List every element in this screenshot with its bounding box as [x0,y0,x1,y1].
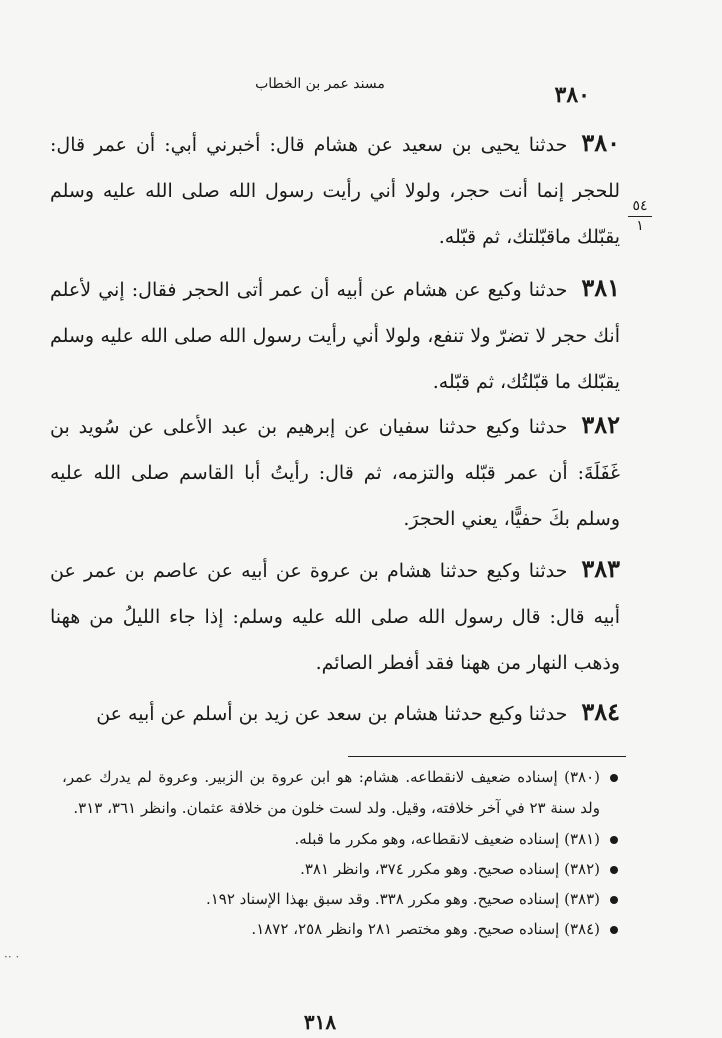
margin-note-bottom: ١ [636,218,644,234]
footnote-text: (٣٨٣) إسناده صحيح. وهو مكرر ٣٣٨. وقد سبق بهذا الإسناد ١٩٢. [205,890,600,908]
hadith-text: حدثنا وكيع حدثنا سفيان عن إبرهيم بن عبد الأعلى عن سُويد بن غَفَلَةَ: أن عمر قبّله والتزمه، ثم قال: رأيتُ أبا القاسم صلى الله عليه وسلم بكَ حفيًّا، يعني الحجرَ. [50,416,620,530]
margin-volume-note [628,198,652,235]
footnotes [62,762,618,944]
edge-scan-mark: ·· · [4,950,20,964]
bullet-icon [610,866,618,874]
footnote-382 [62,854,618,884]
bullet-icon [610,774,618,782]
footnote-separator [348,756,626,757]
hadith-number: ٣٨٤ [581,697,620,726]
hadith-382 [50,402,620,542]
hadith-number: ٣٨١ [581,273,620,302]
footnote-text: (٣٨٤) إسناده صحيح. وهو مختصر ٢٨١ وانظر ٢٥٨، ١٨٧٢. [251,920,600,938]
hadith-number: ٣٨٣ [581,554,620,583]
footnote-380 [62,762,618,824]
hadith-383 [50,546,620,686]
bullet-icon [610,836,618,844]
hadith-text: حدثنا وكيع عن هشام عن أبيه أن عمر أتى الحجر فقال: إني لأعلم أنك حجر لا تضرّ ولا تنفع، ولولا أني رأيت رسول الله صلى الله عليه وسلم يقبّلك ما قبّلتُك، ثم قبّله. [50,279,620,393]
bullet-icon [610,896,618,904]
footnote-text: (٣٨٢) إسناده صحيح. وهو مكرر ٣٧٤، وانظر ٣٨١. [300,860,600,878]
margin-note-divider [628,216,652,217]
footnote-383 [62,884,618,914]
hadith-text: حدثنا وكيع حدثنا هشام بن عروة عن أبيه عن عاصم بن عمر عن أبيه قال: قال رسول الله صلى الله عليه وسلم: إذا جاء الليلُ من ههنا وذهب النهار من ههنا فقد أفطر الصائم. [50,560,620,674]
hadith-380 [50,120,620,260]
footnote-381 [62,824,618,854]
footnote-text: (٣٨١) إسناده ضعيف لانقطاعه، وهو مكرر ما قبله. [294,830,600,848]
hadith-381 [50,265,620,405]
hadith-text: حدثنا يحيى بن سعيد عن هشام قال: أخبرني أبي: أن عمر قال: للحجر إنما أنت حجر، ولولا أني رأيت رسول الله صلى الله عليه وسلم يقبّلك ماقبّلتك، ثم قبّله. [50,134,620,248]
hadith-text: حدثنا وكيع حدثنا هشام بن سعد عن زيد بن أسلم عن أبيه عن [96,703,568,725]
hadith-number: ٣٨٢ [581,410,620,439]
hadith-number: ٣٨٠ [581,128,620,157]
footnote-text: (٣٨٠) إسناده ضعيف لانقطاعه. هشام: هو ابن عروة بن الزبير. وعروة لم يدرك عمر، ولد سنة ٢٣ في آخر خلافته، وقيل. ولد لست خلون من خلافة عثمان. وانظر ٣٦١، ٣١٣. [62,768,600,817]
running-header-title: مسند عمر بن الخطاب [255,76,385,92]
footnote-384 [62,914,618,944]
margin-note-top: ٥٤ [632,198,648,214]
footer-page-number: ٣١٨ [303,1010,337,1034]
bullet-icon [610,926,618,934]
header-page-number: ٣٨٠ [554,82,590,108]
hadith-384 [50,689,620,737]
